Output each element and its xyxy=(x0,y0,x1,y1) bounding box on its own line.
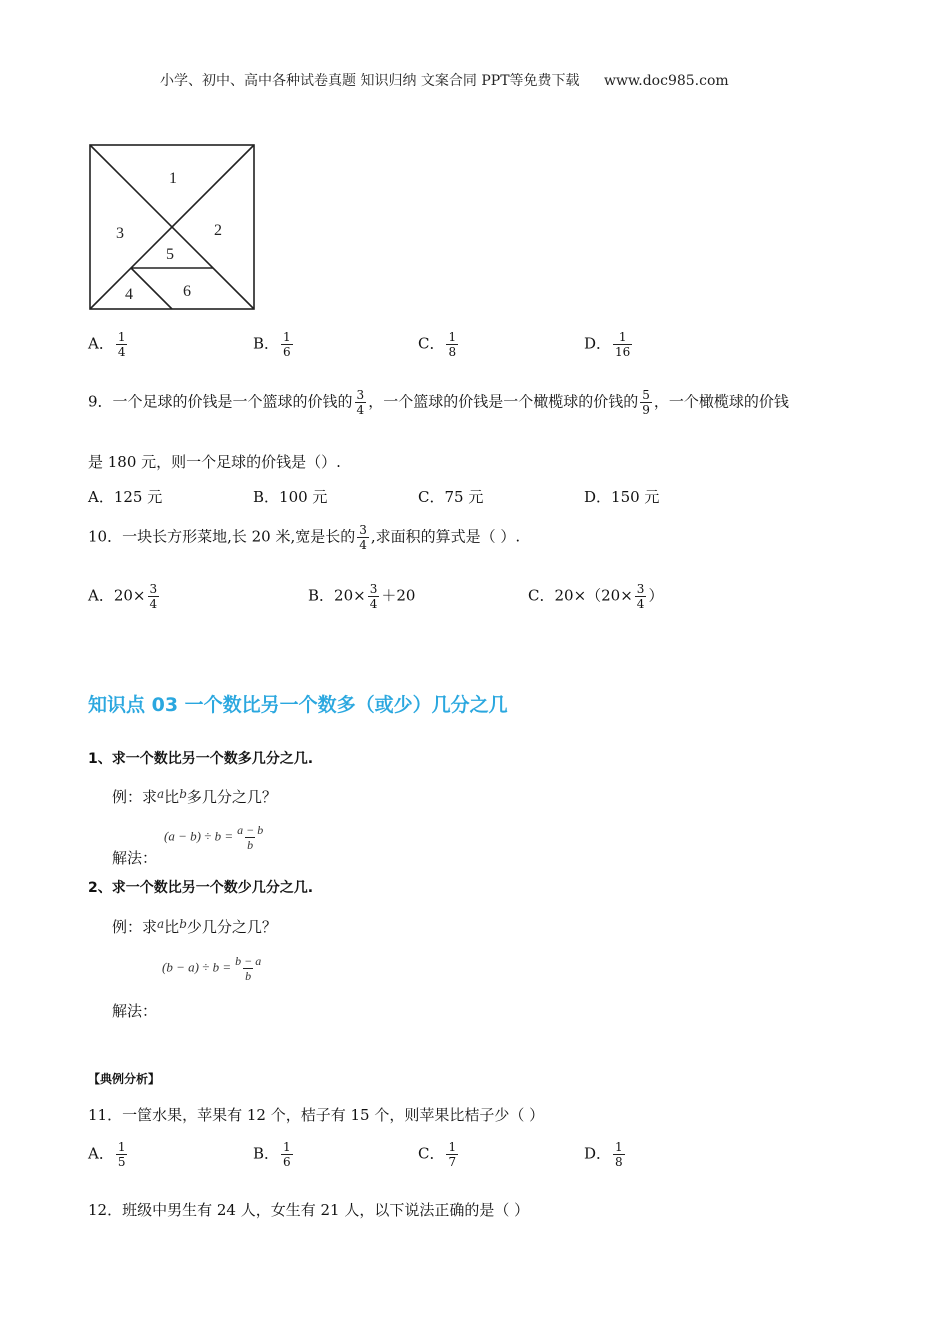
option-letter: C． xyxy=(418,334,445,353)
fraction: $\frac{1}{7}$ xyxy=(448,1140,457,1169)
header-text: 小学、初中、高中各种试卷真题 知识归纳 文案合同 PPT等免费下载 xyxy=(160,73,580,89)
fraction: $\frac{b - a}{b}$ xyxy=(235,954,262,983)
q8-option-b[interactable] xyxy=(253,330,295,359)
fraction: $\frac{1}{5}$ xyxy=(117,1140,126,1169)
header-url: www.doc985.com xyxy=(603,73,729,89)
q10-option-b[interactable]: B．20× $\frac{3}{4}$ ＋20 xyxy=(308,582,416,611)
point2-method-label: 解法： xyxy=(112,1002,158,1020)
q9-option-c[interactable]: C．75 元 xyxy=(418,488,484,506)
figure-label-5: 5 xyxy=(166,246,174,263)
q9-stem-line2: 是 180 元，则一个足球的价钱是（）. xyxy=(88,453,341,471)
fraction: $\frac{5}{9}$ xyxy=(642,388,650,417)
option-letter: D． xyxy=(584,334,612,353)
tangram-figure xyxy=(88,143,256,311)
figure-label-2: 2 xyxy=(214,222,222,239)
fraction: $\frac{a - b}{b}$ xyxy=(237,823,264,852)
fraction: $\frac{1}{8}$ xyxy=(615,1140,623,1169)
q9-option-a[interactable]: A．125 元 xyxy=(88,488,163,506)
fraction: $\frac{1}{8}$ xyxy=(448,330,457,359)
typical-analysis-label: 【典例分析】 xyxy=(88,1072,161,1086)
q9-option-b[interactable]: B．100 元 xyxy=(253,488,328,506)
point1-heading: 1、求一个数比另一个数多几分之几. xyxy=(88,751,314,767)
point2-formula: (b − a) ÷ b = $\frac{b - a}{b}$ xyxy=(162,954,262,983)
figure-label-6: 6 xyxy=(183,283,191,300)
q11-option-d[interactable]: D． $\frac{1}{8}$ xyxy=(584,1140,623,1169)
q9-option-d[interactable]: D．150 元 xyxy=(584,488,660,506)
point1-method-label: 解法： xyxy=(112,849,158,867)
fraction: $\frac{3}{4}$ xyxy=(359,523,367,552)
fraction: $\frac{1}{6}$ xyxy=(283,1140,291,1169)
q12-stem: 12．班级中男生有 24 人，女生有 21 人，以下说法正确的是（ ） xyxy=(88,1201,530,1219)
fraction: $\frac{3}{4}$ xyxy=(636,582,645,611)
option-letter: A． xyxy=(88,334,114,353)
fraction: $\frac{1}{6}$ xyxy=(283,330,291,359)
figure-label-3: 3 xyxy=(116,225,124,242)
fraction: $\frac{1}{16}$ xyxy=(615,330,631,359)
point2-heading: 2、求一个数比另一个数少几分之几. xyxy=(88,880,314,896)
fraction: $\frac{1}{4}$ xyxy=(117,330,126,359)
q11-stem: 11．一筐水果，苹果有 12 个，桔子有 15 个，则苹果比桔子少（ ） xyxy=(88,1106,545,1124)
q11-option-c[interactable]: C． $\frac{1}{7}$ xyxy=(418,1140,457,1169)
q9-stem: 9．一个足球的价钱是一个篮球的价钱的 $\frac{3}{4}$ ，一个篮球的价钱是一个橄榄球的价钱的 $\frac{5}{9}$ ，一个橄榄球的价钱 xyxy=(88,388,789,417)
q11-option-b[interactable]: B． $\frac{1}{6}$ xyxy=(253,1140,291,1169)
q8-option-d[interactable] xyxy=(584,330,634,359)
point1-example: 例：求$^a$比$^b$多几分之几？ xyxy=(112,787,277,806)
figure-label-4: 4 xyxy=(125,286,133,303)
q11-option-a[interactable]: A． $\frac{1}{5}$ xyxy=(88,1140,126,1169)
q10-option-c[interactable]: C．20×（20× $\frac{3}{4}$ ） xyxy=(528,582,664,611)
fraction: $\frac{3}{4}$ xyxy=(369,582,378,611)
figure-label-1: 1 xyxy=(169,170,177,187)
option-letter: B． xyxy=(253,334,280,353)
q10-option-a[interactable]: A．20× $\frac{3}{4}$ xyxy=(88,582,158,611)
q8-option-c[interactable] xyxy=(418,330,460,359)
q10-stem: 10．一块长方形菜地,长 20 米,宽是长的 $\frac{3}{4}$ ,求面积的算式是（ ）. xyxy=(88,523,521,552)
point2-example: 例：求$^a$比$^b$少几分之几？ xyxy=(112,917,277,936)
point1-formula: (a − b) ÷ b = $\frac{a - b}{b}$ xyxy=(164,823,264,852)
page-header xyxy=(160,70,810,90)
q8-option-a[interactable] xyxy=(88,330,129,359)
fraction: $\frac{3}{4}$ xyxy=(149,582,158,611)
fraction: $\frac{3}{4}$ xyxy=(356,388,365,417)
section-title: 知识点 03 一个数比另一个数多（或少）几分之几 xyxy=(88,694,508,716)
